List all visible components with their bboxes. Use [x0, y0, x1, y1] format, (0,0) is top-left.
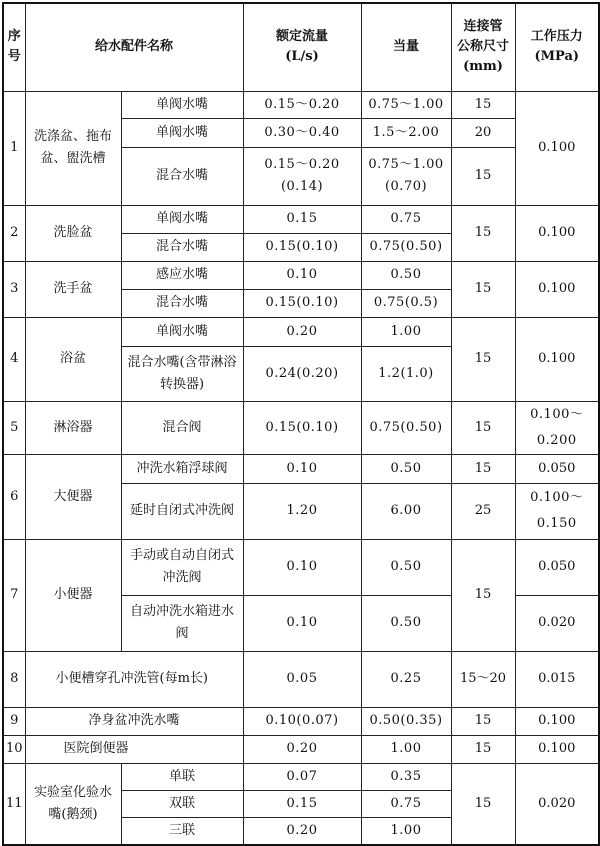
flow-cell: 0.10(0.07) — [243, 707, 361, 735]
row-group: 洗手盆 — [25, 261, 121, 317]
fitting-name: 三联 — [121, 817, 243, 845]
header-row — [3, 3, 599, 91]
pressure-cell: 0.050 — [515, 454, 599, 483]
equiv-cell: 6.00 — [361, 483, 451, 539]
flow-value: 0.15～0.20 — [264, 157, 340, 172]
equiv-cell: 0.25 — [361, 651, 451, 707]
pipe-cell: 15 — [451, 205, 515, 261]
table-row — [3, 651, 599, 707]
row-seq: 5 — [3, 401, 25, 454]
equiv-cell: 1.00 — [361, 317, 451, 346]
equiv-cell: 1.00 — [361, 735, 451, 763]
pressure-cell: 0.100 — [515, 317, 599, 401]
flow-cell: 1.20 — [243, 483, 361, 539]
flow-cell: 0.20 — [243, 735, 361, 763]
equiv-cell: 0.50 — [361, 454, 451, 483]
table-row — [3, 454, 599, 483]
pipe-cell: 15 — [451, 401, 515, 454]
fitting-name: 混合水嘴 — [121, 147, 243, 205]
flow-cell — [243, 147, 361, 205]
header-press-line2: (MPa) — [534, 49, 580, 65]
fitting-name: 混合水嘴 — [121, 233, 243, 261]
flow-cell: 0.30～0.40 — [243, 118, 361, 147]
header-press-line1: 工作压力 — [530, 29, 583, 45]
pressure-cell: 0.050 — [515, 539, 599, 595]
fitting-name: 净身盆冲洗水嘴 — [25, 707, 243, 735]
fitting-name: 单阀水嘴 — [121, 91, 243, 118]
flow-cell: 0.15(0.10) — [243, 233, 361, 261]
equiv-cell: 0.75 — [361, 790, 451, 817]
row-seq: 1 — [3, 91, 25, 205]
pressure-cell: 0.100 — [515, 735, 599, 763]
fitting-name: 感应水嘴 — [121, 261, 243, 289]
flow-cell: 0.15～0.20 — [243, 91, 361, 118]
fixture-spec-table — [2, 2, 600, 846]
pressure-cell: 0.100 — [515, 261, 599, 317]
pressure-cell: 0.100～0.200 — [515, 401, 599, 454]
row-group: 小便器 — [25, 539, 121, 651]
fitting-name: 冲洗水箱浮球阀 — [121, 454, 243, 483]
equiv-cell: 0.35 — [361, 763, 451, 790]
row-group: 大便器 — [25, 454, 121, 539]
header-flow-line1: 额定流量 — [276, 29, 329, 45]
pipe-cell: 15 — [451, 707, 515, 735]
flow-cell: 0.20 — [243, 317, 361, 346]
pipe-cell: 15 — [451, 261, 515, 317]
flow-cell: 0.15(0.10) — [243, 401, 361, 454]
pipe-cell: 15 — [451, 763, 515, 845]
row-group: 洗涤盆、拖布盆、盥洗槽 — [25, 91, 121, 205]
equiv-cell: 0.75～1.00 — [361, 91, 451, 118]
pipe-cell: 15 — [451, 539, 515, 651]
table-row — [3, 707, 599, 735]
header-name: 给水配件名称 — [25, 3, 243, 91]
flow-cell: 0.15(0.10) — [243, 289, 361, 317]
equiv-cell: 1.5～2.00 — [361, 118, 451, 147]
fitting-name: 单阀水嘴 — [121, 118, 243, 147]
pipe-cell: 20 — [451, 118, 515, 147]
fitting-name: 手动或自动自闭式冲洗阀 — [121, 539, 243, 595]
pipe-cell: 15～20 — [451, 651, 515, 707]
row-seq: 4 — [3, 317, 25, 401]
header-pipe-line1: 连接管 — [463, 19, 503, 35]
row-seq: 6 — [3, 454, 25, 539]
fitting-name: 双联 — [121, 790, 243, 817]
flow-cell: 0.07 — [243, 763, 361, 790]
equiv-cell: 0.75(0.5) — [361, 289, 451, 317]
row-seq: 10 — [3, 735, 25, 763]
header-equiv: 当量 — [361, 3, 451, 91]
row-group: 浴盆 — [25, 317, 121, 401]
equiv-cell: 0.75 — [361, 205, 451, 233]
equiv-cell: 0.75(0.50) — [361, 401, 451, 454]
row-seq: 8 — [3, 651, 25, 707]
pipe-cell: 15 — [451, 147, 515, 205]
fitting-name: 混合阀 — [121, 401, 243, 454]
fitting-name: 医院倒便器 — [25, 735, 243, 763]
table-row — [3, 763, 599, 790]
table-row — [3, 261, 599, 289]
flow-cell: 0.24(0.20) — [243, 346, 361, 401]
fitting-name: 小便槽穿孔冲洗管(每m长) — [25, 651, 243, 707]
equiv-value-alt: (0.70) — [384, 179, 428, 194]
fitting-name: 混合水嘴 — [121, 289, 243, 317]
row-group: 洗脸盆 — [25, 205, 121, 261]
equiv-cell: 1.2(1.0) — [361, 346, 451, 401]
equiv-cell: 0.50 — [361, 539, 451, 595]
fitting-name: 延时自闭式冲洗阀 — [121, 483, 243, 539]
pressure-cell: 0.020 — [515, 595, 599, 651]
flow-cell: 0.20 — [243, 817, 361, 845]
pipe-cell: 15 — [451, 91, 515, 118]
table-row — [3, 735, 599, 763]
row-seq: 11 — [3, 763, 25, 845]
pressure-cell: 0.100～0.150 — [515, 483, 599, 539]
equiv-value: 0.75～1.00 — [368, 157, 444, 172]
equiv-cell: 0.75(0.50) — [361, 233, 451, 261]
flow-cell: 0.10 — [243, 454, 361, 483]
flow-value-alt: (0.14) — [280, 179, 324, 194]
flow-cell: 0.10 — [243, 539, 361, 595]
equiv-cell: 1.00 — [361, 817, 451, 845]
header-pipe-line2: 公称尺寸 — [457, 39, 510, 55]
pipe-cell: 15 — [451, 317, 515, 401]
fitting-name: 自动冲洗水箱进水阀 — [121, 595, 243, 651]
pressure-cell: 0.015 — [515, 651, 599, 707]
fitting-name: 单阀水嘴 — [121, 205, 243, 233]
flow-cell: 0.15 — [243, 205, 361, 233]
flow-cell: 0.15 — [243, 790, 361, 817]
pressure-cell: 0.100 — [515, 707, 599, 735]
header-press — [515, 3, 599, 91]
flow-cell: 0.05 — [243, 651, 361, 707]
row-seq: 9 — [3, 707, 25, 735]
table-row — [3, 91, 599, 118]
header-pipe-line3: (mm) — [463, 59, 503, 75]
table-row — [3, 205, 599, 233]
table-row — [3, 401, 599, 454]
row-seq: 3 — [3, 261, 25, 317]
equiv-cell: 0.50 — [361, 595, 451, 651]
pressure-cell: 0.100 — [515, 205, 599, 261]
pipe-cell: 15 — [451, 454, 515, 483]
header-pipe — [451, 3, 515, 91]
header-seq: 序号 — [3, 3, 25, 91]
row-seq: 2 — [3, 205, 25, 261]
pressure-cell: 0.020 — [515, 763, 599, 845]
fitting-name: 单阀水嘴 — [121, 317, 243, 346]
fitting-name: 混合水嘴(含带淋浴转换器) — [121, 346, 243, 401]
pressure-cell: 0.100 — [515, 91, 599, 205]
row-group: 实验室化验水嘴(鹅颈) — [25, 763, 121, 845]
header-flow — [243, 3, 361, 91]
header-flow-line2: (L/s) — [285, 49, 319, 65]
flow-cell: 0.10 — [243, 595, 361, 651]
row-seq: 7 — [3, 539, 25, 651]
equiv-cell: 0.50(0.35) — [361, 707, 451, 735]
equiv-cell: 0.50 — [361, 261, 451, 289]
row-group: 淋浴器 — [25, 401, 121, 454]
pipe-cell: 25 — [451, 483, 515, 539]
flow-cell: 0.10 — [243, 261, 361, 289]
table-row — [3, 317, 599, 346]
pipe-cell: 15 — [451, 735, 515, 763]
equiv-cell — [361, 147, 451, 205]
fitting-name: 单联 — [121, 763, 243, 790]
table-row — [3, 539, 599, 595]
